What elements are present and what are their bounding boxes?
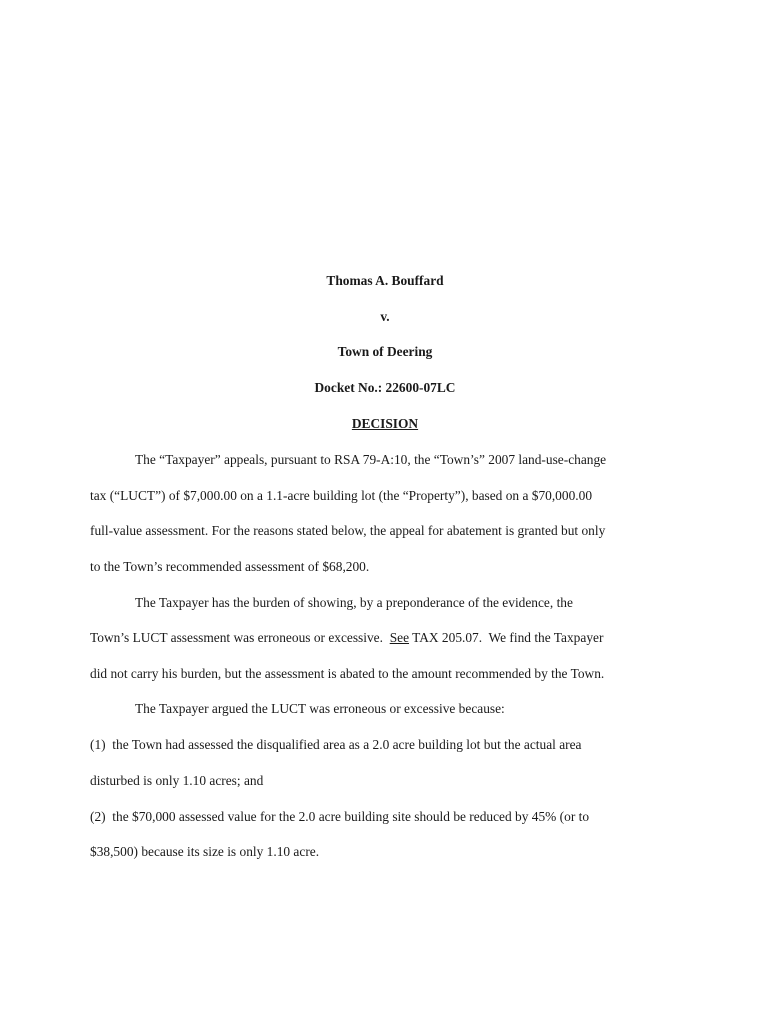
paragraph-2-line-2-end: TAX 205.07. We find the Taxpayer (409, 630, 604, 645)
paragraph-3-line-1: The Taxpayer argued the LUCT was erroneous or excessive because: (135, 701, 505, 716)
argument-item-2-line-2: $38,500) because its size is only 1.10 acre. (90, 844, 320, 859)
decision-heading (0, 415, 770, 433)
paragraph-1-line-3: full-value assessment. For the reasons stated below, the appeal for abatement is granted but only (90, 523, 606, 538)
argument-item-1-line-2: disturbed is only 1.10 acres; and (90, 773, 264, 788)
argument-item-2-line-1: (2) the $70,000 assessed value for the 2.0 acre building site should be reduced by 45% (or to (90, 809, 590, 824)
citation-see-signal: See (389, 630, 410, 645)
party-two-name: Town of Deering (337, 344, 433, 359)
paragraph-1-line-1: The “Taxpayer” appeals, pursuant to RSA 79-A:10, the “Town’s” 2007 land-use-change (135, 452, 607, 467)
argument-item-1-line-1: (1) the Town had assessed the disqualified area as a 2.0 acre building lot but the actual area (90, 737, 582, 752)
paragraph-2-line-3: did not carry his burden, but the assessment is abated to the amount recommended by the Town. (90, 666, 605, 681)
paragraph-1-line-4: to the Town’s recommended assessment of $68,200. (90, 559, 370, 574)
paragraph-2-line-2 (90, 629, 690, 647)
docket-number: Docket No.: 22600-07LC (314, 380, 456, 395)
paragraph-1-line-2: tax (“LUCT”) of $7,000.00 on a 1.1-acre building lot (the “Property”), based on a $70,000.00 (90, 488, 593, 503)
decision-title: DECISION (351, 416, 419, 431)
paragraph-2-line-2-start: Town’s LUCT assessment was erroneous or excessive. (90, 630, 390, 645)
paragraph-2-line-1: The Taxpayer has the burden of showing, by a preponderance of the evidence, the (135, 595, 573, 610)
versus-label: v. (380, 309, 390, 324)
party-one-name: Thomas A. Bouffard (326, 273, 444, 288)
